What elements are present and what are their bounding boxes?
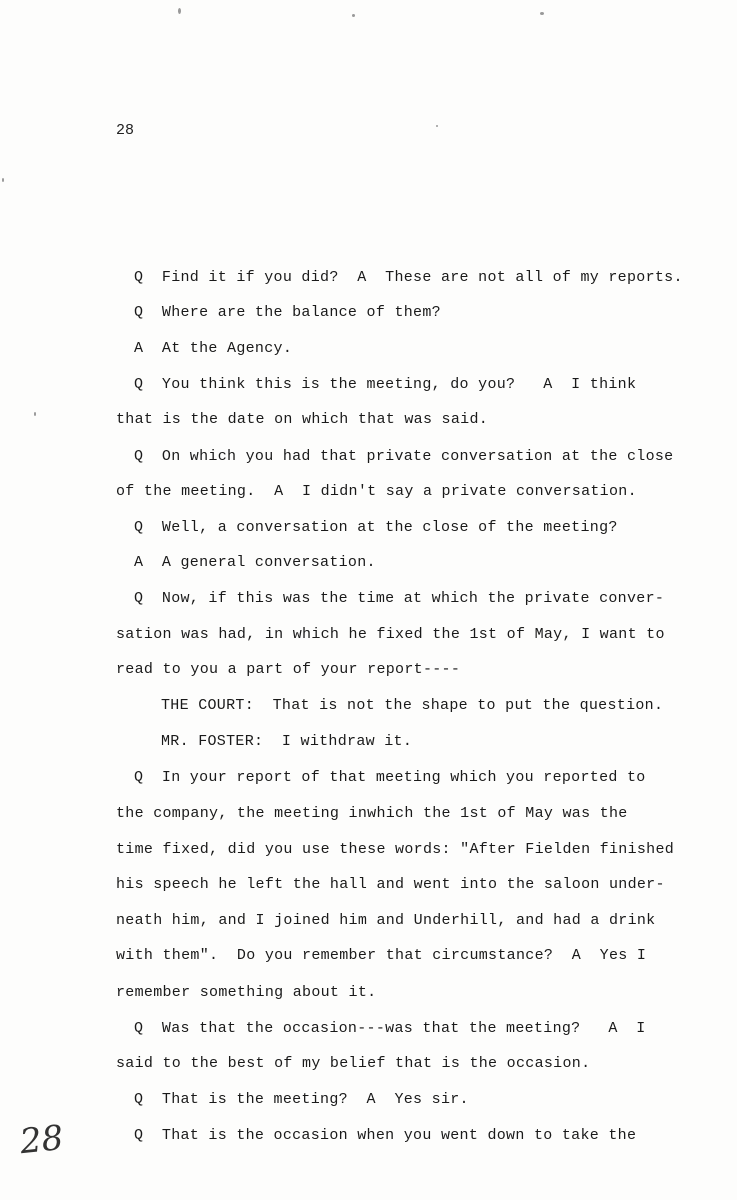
- text-line: Q Find it if you did? A These are not all of my reports.: [134, 269, 683, 286]
- paper-speck: [540, 12, 544, 15]
- paper-speck: [436, 125, 438, 127]
- handwritten-page-number: 28: [18, 1117, 66, 1163]
- text-line: sation was had, in which he fixed the 1st of May, I want to: [116, 626, 665, 643]
- text-line: A A general conversation.: [134, 554, 376, 571]
- text-line: of the meeting. A I didn't say a private conversation.: [116, 483, 637, 500]
- text-line: Q That is the occasion when you went down to take the: [134, 1127, 637, 1144]
- paper-speck: [34, 412, 36, 416]
- text-line: Q That is the meeting? A Yes sir.: [134, 1091, 469, 1108]
- paper-speck: [178, 8, 181, 14]
- paper-speck: [352, 14, 355, 17]
- text-line: that is the date on which that was said.: [116, 411, 489, 428]
- text-line: neath him, and I joined him and Underhill, and had a drink: [116, 912, 656, 929]
- text-line: MR. FOSTER: I withdraw it.: [161, 733, 413, 750]
- text-line: Q On which you had that private conversation at the close: [134, 448, 674, 465]
- text-line: THE COURT: That is not the shape to put the question.: [161, 697, 664, 714]
- text-line: the company, the meeting inwhich the 1st of May was the: [116, 805, 628, 822]
- paper-speck: [2, 178, 4, 182]
- text-line: his speech he left the hall and went into the saloon under-: [116, 876, 665, 893]
- text-line: Q In your report of that meeting which you reported to: [134, 769, 646, 786]
- text-line: Q You think this is the meeting, do you? A I think: [134, 376, 637, 393]
- text-line: said to the best of my belief that is the occasion.: [116, 1055, 591, 1072]
- text-line: time fixed, did you use these words: "After Fielden finished: [116, 841, 675, 858]
- text-line: Q Was that the occasion---was that the meeting? A I: [134, 1020, 646, 1037]
- text-line: Q Well, a conversation at the close of the meeting?: [134, 519, 618, 536]
- text-line: A At the Agency.: [134, 340, 293, 357]
- text-line: read to you a part of your report----: [116, 661, 461, 678]
- page-number: 28: [116, 122, 135, 139]
- text-line: with them". Do you remember that circumstance? A Yes I: [116, 947, 647, 964]
- text-line: Q Now, if this was the time at which the private conver-: [134, 590, 665, 607]
- text-line: remember something about it.: [116, 984, 377, 1001]
- text-line: Q Where are the balance of them?: [134, 304, 441, 321]
